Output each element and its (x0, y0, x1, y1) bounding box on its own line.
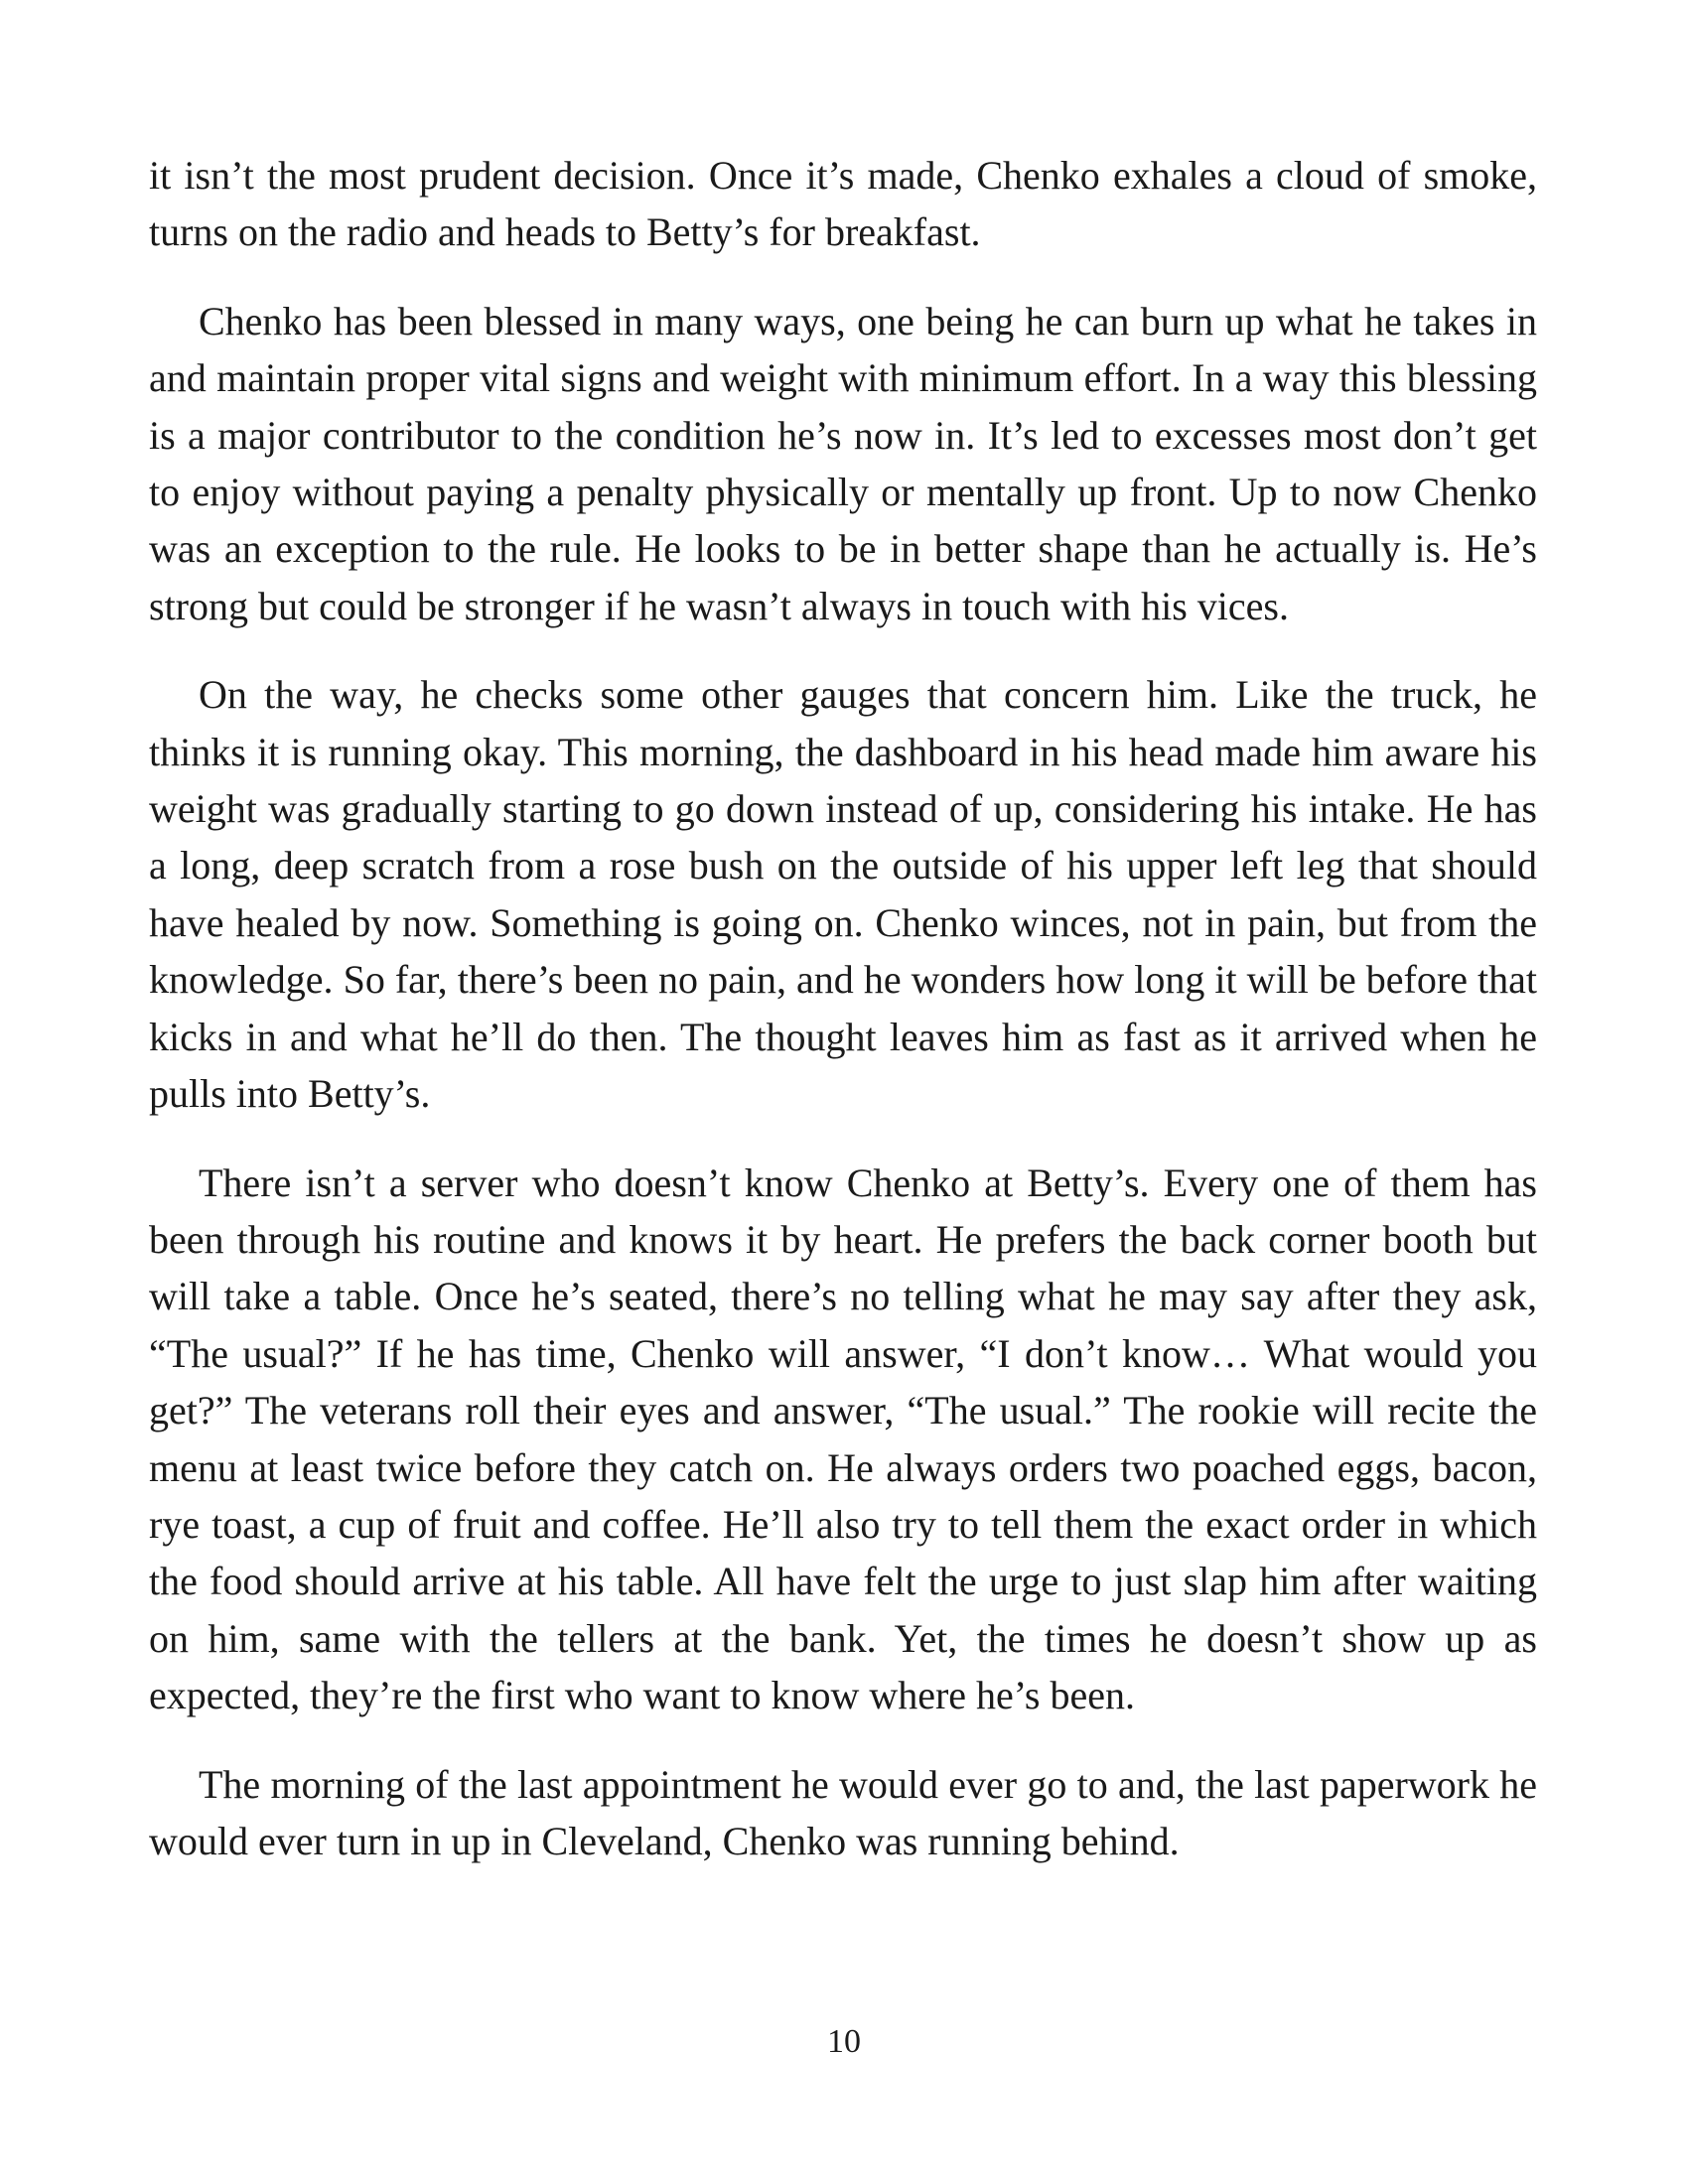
paragraph-continued: it isn’t the most prudent decision. Once it’s made, Chenko exhales a cloud of smoke, turns on the radio and heads to Betty’s for breakfast. (149, 153, 1537, 255)
page-number: 10 (827, 2023, 861, 2060)
body-text (149, 147, 1537, 1901)
paragraph: The morning of the last appointment he would ever go to and, the last paperwork he would ever turn in up in Cleveland, Chenko was running behind. (149, 1761, 1537, 1863)
paragraph: Chenko has been blessed in many ways, one being he can burn up what he takes in and maintain proper vital signs and weight with minimum effort. In a way this blessing is a major contributor to the condition he’s now in. It’s led to excesses most don’t get to enjoy without paying a penalty physically or mentally up front. Up to now Chenko was an exception to the rule. He looks to be in better shape than he actually is. He’s strong but could be stronger if he wasn’t always in touch with his vices. (149, 298, 1537, 628)
paragraph: On the way, he checks some other gauges that concern him. Like the truck, he thinks it is running okay. This morning, the dashboard in his head made him aware his weight was gradually starting to go down instead of up, considering his intake. He has a long, deep scratch from a rose bush on the outside of his upper left leg that should have healed by now. Something is going on. Chenko winces, not in pain, but from the knowledge. So far, there’s been no pain, and he wonders how long it will be before that kicks in and what he’ll do then. The thought leaves him as fast as it arrived when he pulls into Betty’s. (149, 672, 1537, 1117)
paragraph: There isn’t a server who doesn’t know Chenko at Betty’s. Every one of them has been through his routine and knows it by heart. He prefers the back corner booth but will take a table. Once he’s seated, there’s no telling what he may say after they ask, “The usual?” If he has time, Chenko will answer, “I don’t know… What would you get?” The veterans roll their eyes and answer, “The usual.” The rookie will recite the menu at least twice before they catch on. He always orders two poached eggs, bacon, rye toast, a cup of fruit and coffee. He’ll also try to tell them the exact order in which the food should arrive at his table. All have felt the urge to just slap him after waiting on him, same with the tellers at the bank. Yet, the times he doesn’t show up as expected, they’re the first who want to know where he’s been. (149, 1160, 1537, 1718)
